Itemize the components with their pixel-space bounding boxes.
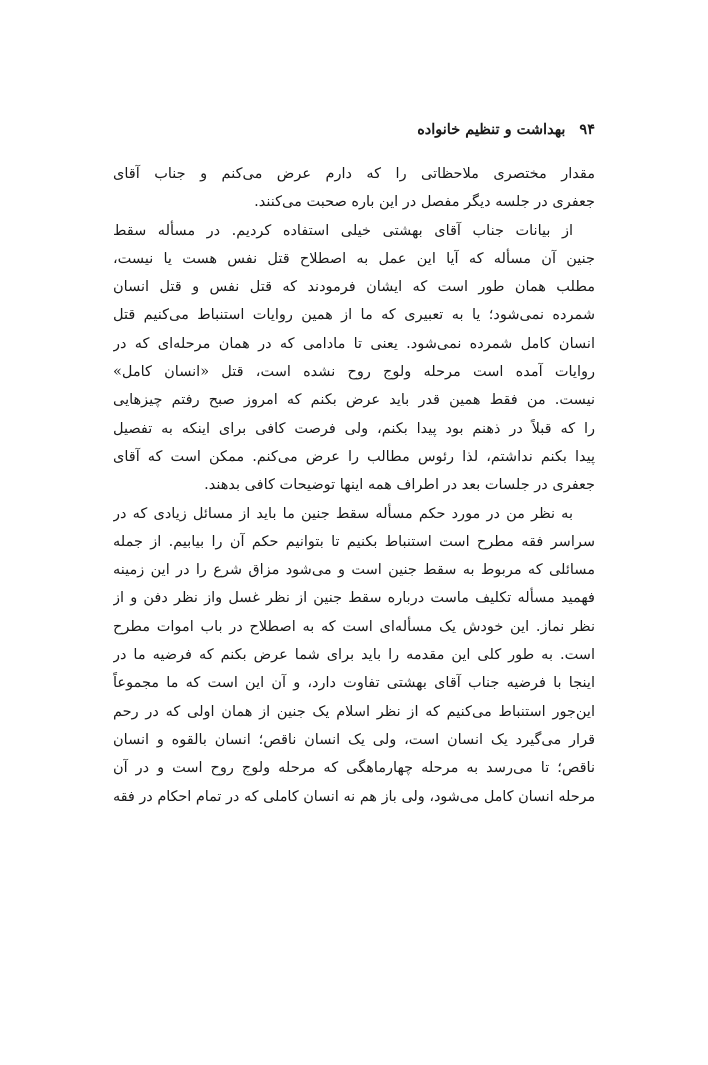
body-text <box>113 160 595 811</box>
book-title: بهداشت و تنظیم خانواده <box>417 121 566 138</box>
text-line: مسائلی که مربوط به سقط جنین است و می‌شود مزاق شرع را در این زمینه <box>113 562 595 579</box>
text-line: ناقص؛ تا می‌رسد به مرحله چهارماهگی که مرحله ولوج روح است و در آن <box>113 760 595 777</box>
paragraph-first-line: از بیانات جناب آقای بهشتی خیلی استفاده کردیم. در مسأله سقط <box>113 222 573 239</box>
text-line: جعفری در جلسات بعد در اطراف همه اینها توضیحات کافی بدهند. <box>204 477 595 494</box>
text-line: نظر نماز. این خودش یک مسأله‌ای است که به اصطلاح در باب اموات مطرح <box>113 618 595 635</box>
text-line: است. به طور کلی این مقدمه را باید برای شما عرض بکنم که فرضیه ما در <box>113 647 595 664</box>
text-line: شمرده نمی‌شود؛ یا به تعبیری که ما از همین روایات استنباط می‌کنیم قتل <box>113 307 595 324</box>
text-line: این‌جور استنباط می‌کنیم که از نظر اسلام یک جنین از همان اولی که در رحم <box>113 703 595 720</box>
text-line: جنین آن مسأله که آیا این عمل به اصطلاح قتل نفس هست یا نیست، <box>113 250 595 267</box>
text-line: مطلب همان طور است که ایشان فرمودند که قتل نفس و قتل انسان <box>113 279 595 296</box>
text-line: انسان کامل شمرده نمی‌شود. یعنی تا مادامی که در همان مرحله‌ای که در <box>113 335 595 352</box>
text-line: مقدار مختصری ملاحظاتی را که دارم عرض می‌کنم و جناب آقای <box>113 166 595 182</box>
paragraph-first-line: به نظر من در مورد حکم مسأله سقط جنین ما باید از مسائل زیادی که در <box>113 505 573 522</box>
text-line: مرحله انسان کامل می‌شود، ولی باز هم نه انسان کاملی که در تمام احکام در فقه <box>113 788 595 805</box>
text-line: فهمید مسأله تکلیف ماست درباره سقط جنین از نظر غسل واز نظر دفن و از <box>113 590 595 607</box>
text-line: پیدا بکنم نداشتم، لذا رئوس مطالب را عرض می‌کنم. ممکن است که آقای <box>113 448 595 465</box>
text-line: جعفری در جلسه دیگر مفصل در این باره صحبت می‌کنند. <box>254 194 595 211</box>
text-line: را که قبلاً در ذهنم بود پیدا بکنم، ولی فرصت کافی برای اینکه به تفصیل <box>113 420 595 437</box>
page-number: ۹۴ <box>579 121 595 138</box>
text-line: قرار می‌گیرد یک انسان است، ولی یک انسان ناقص؛ انسان بالقوه و انسان <box>113 731 595 748</box>
text-line: سراسر فقه مطرح است استنباط بکنیم تا بتوانیم حکم آن را بیابیم. از جمله <box>113 533 595 550</box>
text-line: روایات آمده است مرحله ولوج روح نشده است، قتل «انسان کامل» <box>113 364 595 381</box>
text-line: اینجا با فرضیه جناب آقای بهشتی تفاوت دارد، و آن این است که ما مجموعاً <box>113 675 595 692</box>
text-line: نیست. من فقط همین قدر باید عرض بکنم که امروز صبح رفتم چیزهایی <box>113 392 595 409</box>
running-head <box>113 118 595 142</box>
